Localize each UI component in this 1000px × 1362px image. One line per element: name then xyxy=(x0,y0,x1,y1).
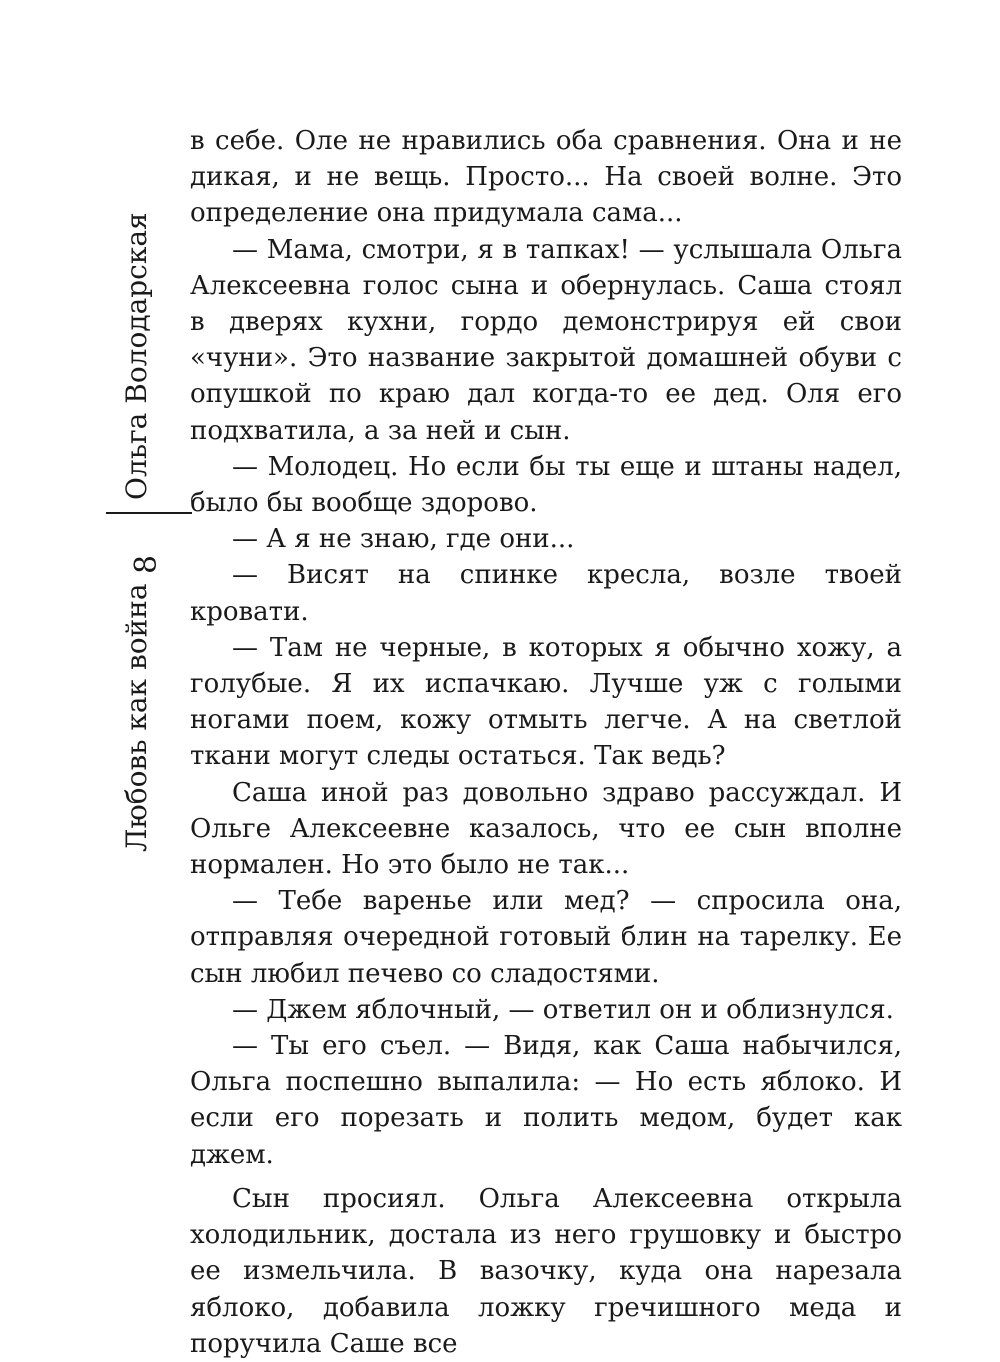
page-number: 8 xyxy=(129,554,164,574)
paragraph: — Джем яблочный, — ответил он и облизнулся. xyxy=(232,994,894,1025)
running-head-divider xyxy=(106,512,192,514)
paragraph: — Ты его съел. — Видя, как Саша набычился, Ольга поспешно выпалила: — Но есть яблоко. И если его порезать и полить медом, будет как джем. xyxy=(190,1031,902,1170)
paragraph: — Мама, смотри, я в тапках! — услышала Ольга Алексеевна голос сына и обернулась. Саша стоял в дверях кухни, гордо демонстрируя ей свои «чуни». Это название закрытой домашней обуви с опушкой по краю дал когда-то ее дед. Оля его подхватила, а за ней и сын. xyxy=(190,234,902,446)
paragraph: Саша иной раз довольно здраво рассуждал. И Ольге Алексеевне казалось, что ее сын вполне нормален. Но это было не так... xyxy=(190,777,902,881)
paragraph: в себе. Оле не нравились оба сравнения. Она и не дикая, и не вещь. Просто... На своей волне. Это определение она придумала сама... xyxy=(190,126,902,229)
paragraph: — Там не черные, в которых я обычно хожу, а голубые. Я их испачкаю. Лучше уж с голыми ногами поем, кожу отмыть легче. А на светлой ткани могут следы остаться. Так ведь? xyxy=(190,632,902,772)
paragraph: — Молодец. Но если бы ты еще и штаны надел, было бы вообще здорово. xyxy=(190,451,902,519)
running-head-book-title: Любовь как война xyxy=(120,583,153,852)
paragraph: Сын просиял. Ольга Алексеевна открыла холодильник, достала из него грушовку и быстро ее измельчила. В вазочку, куда она нарезала яблоко, добавила ложку гречишного меда и поручила Саше все xyxy=(190,1183,902,1359)
paragraph: — Висят на спинке кресла, возле твоей кровати. xyxy=(190,560,902,627)
running-head-author: Ольга Володарская xyxy=(120,212,153,500)
paragraph: — Тебе варенье или мед? — спросила она, отправляя очередной готовый блин на тарелку. Ее сын любил печево со сладостями. xyxy=(190,886,902,989)
body-text xyxy=(190,123,902,1362)
paragraph: — А я не знаю, где они... xyxy=(232,524,575,555)
